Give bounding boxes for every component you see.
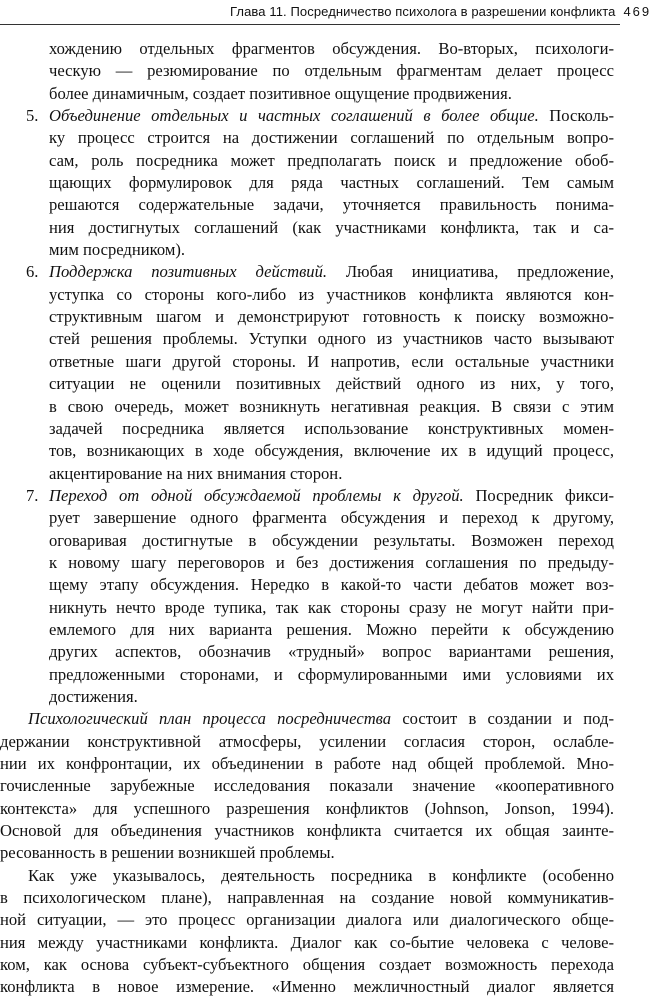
text-line: акцентирование на них внимания сторон. [49,463,343,483]
text-line: уступка со стороны кого-либо из участников конфликта являются кон- [49,284,614,304]
text-line: Основой для объединения участников конфликта считается их общая заинте- [0,821,614,841]
text-line [49,261,614,283]
text-line: ситуации не оценили позитивных действий одного из них, у того, [49,374,614,394]
text-line: стей решения проблемы. Уступки одного из участников часто вызывают [49,329,614,349]
text-line: в психологическом плане), направленная на создание новой коммуникатив- [0,888,614,908]
text-line [49,485,614,507]
text-line: решаются содержательные задачи, уточняется правильность понима- [49,195,614,215]
running-header [230,4,651,19]
text-line: более динамичным, создает позитивное ощущение продвижения. [49,83,512,103]
list-item-6 [0,261,620,484]
item-title: Объединение отдельных и частных соглашений в более общие. [49,106,539,126]
list-item-5 [0,105,620,261]
item-number: 6. [26,262,39,282]
paragraph-dialogue [0,865,620,999]
page-body [0,38,620,999]
text-line: задачей посредника является использование конструктивных момен- [49,418,614,438]
item-number: 7. [26,485,39,505]
continuation-text [49,38,614,105]
text-line: ческую — резюмирование по отдельным фрагментам делает процесс [49,61,614,81]
text-line: конфликта в новое измерение. «Именно межличностный диалог является [0,977,614,997]
text-line: гочисленные зарубежные исследования показали значение «кооперативного [0,776,614,796]
text-line: нии их конфронтации, их объединении в работе над общей проблемой. Мно- [0,754,614,773]
text-line: в свою очередь, может возникнуть негативная реакция. В связи с этим [49,396,614,416]
text-line: ком, как основа субъект-субъектного общения создает возможность перехода [0,955,614,975]
paragraph-psychological-plan [0,708,620,864]
header-rule [0,24,620,25]
text-line: тов, возникающих в ходе обсуждения, включение их в идущий процесс, [49,441,614,461]
paragraph-text: состоит в создании и под- [391,709,614,729]
page-number: 469 [623,4,651,19]
paragraph-title: Психологический план процесса посредничества [28,709,392,729]
text-line: предложенными сторонами, и сформулированными ими условиями их [49,664,614,684]
text-line: других аспектов, обозначив «трудный» вопрос вариантами решения, [49,642,614,662]
text-line: Как уже указывалось, деятельность посредника в конфликте (особенно [28,865,614,885]
chapter-title: Глава 11. Посредничество психолога в разрешении конфликта [230,4,616,19]
text-line: держании конструктивной атмосферы, усилении согласия сторон, ослабле- [0,731,614,751]
list-item-7 [0,485,620,708]
text-line: контекста» для успешного разрешения конфликтов (Johnson, Jonson, 1994). [0,798,614,818]
text-line: щему этапу обсуждения. Нередко в какой-то части дебатов может воз- [49,575,614,595]
item-text: Посредник фикси- [463,485,615,505]
item-title: Переход от одной обсуждаемой проблемы к другой. [49,485,464,505]
text-line: емлемого для них варианта решения. Можно перейти к обсуждению [49,619,614,639]
item-text: Посколь- [538,106,614,126]
text-line: ресованность в решении возникшей проблемы. [0,843,335,863]
text-line [0,708,614,730]
text-line: сам, роль посредника может предполагать поиск и предложение обоб- [49,150,614,170]
text-line: достижения. [49,686,138,706]
text-line: никнуть нечто вроде тупика, так как стороны сразу не могут найти при- [49,597,614,617]
text-line: ной ситуации, — это процесс организации диалога или диалогического обще- [0,910,614,930]
item-text: Любая инициатива, предложение, [327,262,615,282]
item-title: Поддержка позитивных действий. [49,262,328,282]
text-line: структивным шагом и демонстрируют готовность к поиску возможно- [49,307,614,327]
text-line: рует завершение одного фрагмента обсуждения и переход к другому, [49,508,614,528]
text-line: ку процесс строится на достижении соглашений по отдельным вопро- [49,128,614,148]
text-line: оговаривая достигнутые в обсуждении результаты. Возможен переход [49,530,614,550]
text-line: ния между участниками конфликта. Диалог как со-бытие человека с челове- [0,932,614,952]
text-line: к новому шагу переговоров и без достижения соглашения по предыду- [49,552,614,572]
text-line: мим посредником). [49,240,186,260]
text-line [49,105,614,127]
text-line: щающих формулировок для ряда частных соглашений. Тем самым [49,173,614,193]
item-number: 5. [26,106,39,126]
text-line: ответные шаги другой стороны. И напротив, если остальные участники [49,351,614,371]
text-line: ния достигнутых соглашений (как участниками конфликта, так и са- [49,217,614,237]
text-line: хождению отдельных фрагментов обсуждения. Во-вторых, психологи- [49,39,614,58]
